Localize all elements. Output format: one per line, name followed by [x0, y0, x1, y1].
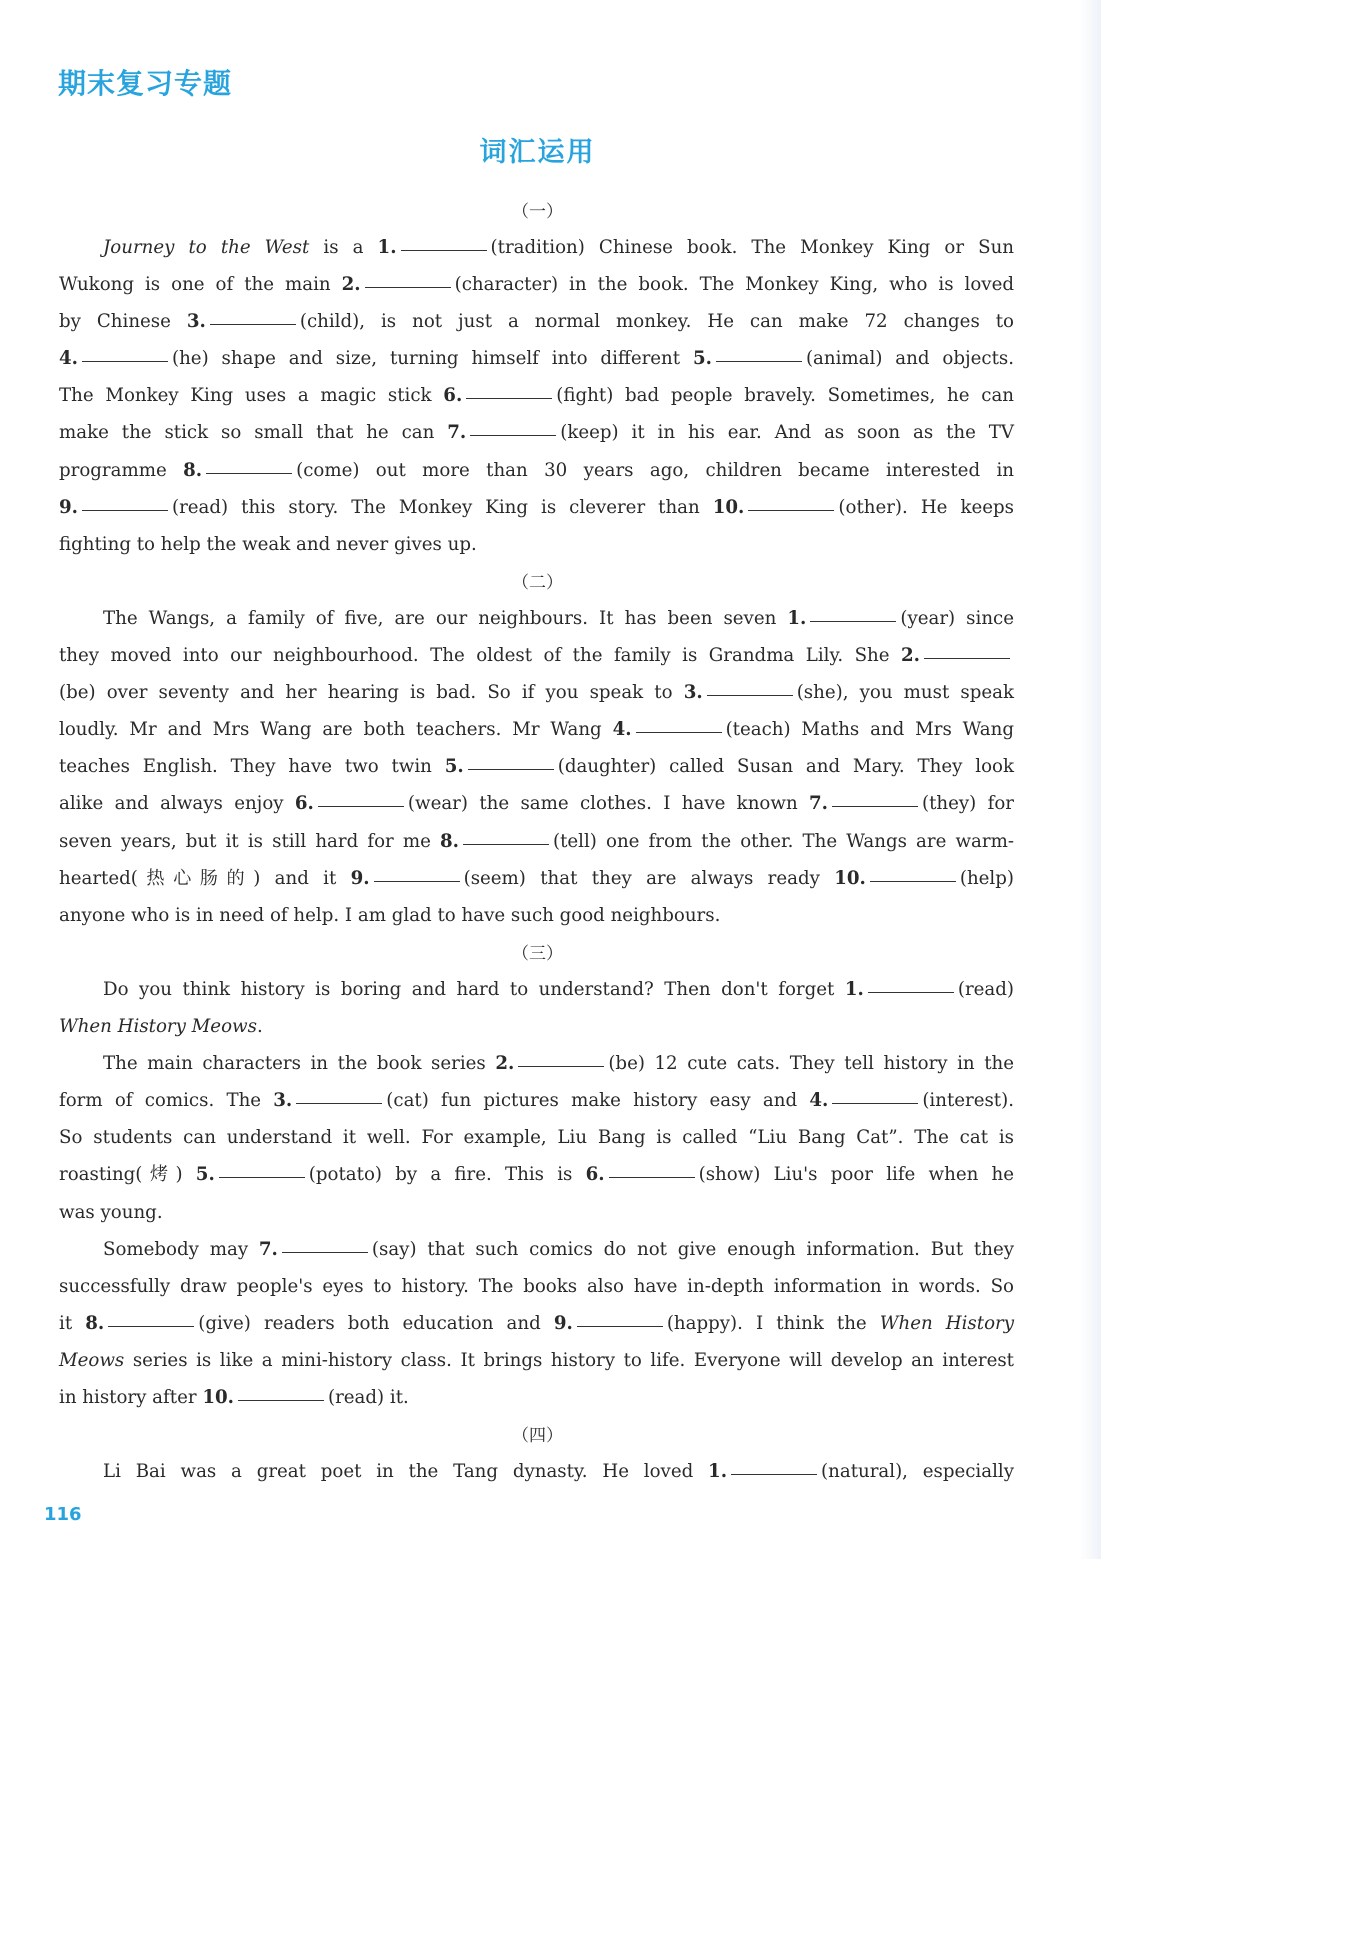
answer-blank[interactable]: [466, 397, 552, 399]
passage-line: make the stick so small that he can 7. (keep) it in his ear. And as soon as the TV: [59, 422, 1015, 444]
answer-blank[interactable]: [870, 880, 956, 882]
passage-line: The Monkey King uses a magic stick 6. (fight) bad people bravely. Sometimes, he can: [59, 385, 1014, 407]
answer-blank[interactable]: [518, 1065, 604, 1067]
answer-blank[interactable]: [609, 1176, 695, 1178]
answer-blank[interactable]: [238, 1399, 324, 1401]
passage-line: it 8. (give) readers both education and 9. (happy). I think the When History: [59, 1312, 1014, 1334]
passage-line: alike and always enjoy 6. (wear) the same clothes. I have known 7. (they) for: [59, 793, 1014, 815]
answer-blank[interactable]: [210, 323, 296, 325]
passage-1: [59, 229, 1014, 563]
page-number: 116: [44, 1504, 82, 1525]
passage-line: So students can understand it well. For example, Liu Bang is called “Liu Bang Cat”. The cat is: [59, 1127, 1014, 1149]
answer-blank[interactable]: [577, 1325, 663, 1327]
answer-blank[interactable]: [810, 620, 896, 622]
passage-line: Meows series is like a mini-history class. It brings history to life. Everyone will develop an interest: [59, 1349, 1014, 1371]
passage-line: successfully draw people's eyes to history. The books also have in-depth information in words. So: [59, 1275, 1014, 1297]
passage-line: by Chinese 3. (child), is not just a normal monkey. He can make 72 changes to: [59, 311, 1015, 333]
answer-blank[interactable]: [748, 509, 834, 511]
passage-line: programme 8. (come) out more than 30 years ago, children became interested in: [59, 459, 1014, 481]
passage-line: 9. (read) this story. The Monkey King is cleverer than 10. (other). He keeps: [59, 496, 1014, 518]
passage-line: Wukong is one of the main 2. (character) in the book. The Monkey King, who is loved: [59, 274, 1014, 296]
answer-blank[interactable]: [868, 991, 954, 993]
answer-blank[interactable]: [716, 360, 802, 362]
answer-blank[interactable]: [82, 360, 168, 362]
passage-line: in history after 10. (read) it.: [59, 1387, 409, 1409]
answer-blank[interactable]: [468, 768, 554, 770]
passage-line: seven years, but it is still hard for me 8. (tell) one from the other. The Wangs are warm-: [59, 830, 1014, 852]
section-heading-1: （一）: [512, 202, 563, 222]
passage-line: Do you think history is boring and hard to understand? Then don't forget 1. (read): [103, 979, 1014, 1000]
answer-blank[interactable]: [832, 1102, 918, 1104]
section-heading-3: （三）: [512, 944, 563, 964]
passage-line: roasting(烤) 5. (potato) by a fire. This is 6. (show) Liu's poor life when he: [59, 1164, 1014, 1186]
passage-line: Journey to the West is a 1. (tradition) Chinese book. The Monkey King or Sun: [103, 237, 1014, 258]
answer-blank[interactable]: [832, 805, 918, 807]
answer-blank[interactable]: [374, 880, 460, 882]
answer-blank[interactable]: [636, 731, 722, 733]
main-title: 词汇运用: [479, 137, 596, 168]
passage-line: anyone who is in need of help. I am glad to have such good neighbours.: [59, 904, 721, 926]
passage-3: [59, 971, 1014, 1416]
passage-line: The main characters in the book series 2. (be) 12 cute cats. They tell history in the: [103, 1053, 1014, 1075]
unit-title: 期末复习专题: [58, 67, 233, 100]
passage-line: loudly. Mr and Mrs Wang are both teachers. Mr Wang 4. (teach) Maths and Mrs Wang: [59, 719, 1014, 741]
answer-blank[interactable]: [731, 1473, 817, 1475]
page-edge-shade: [1079, 0, 1101, 1559]
passage-line: hearted(热心肠的) and it 9. (seem) that they are always ready 10. (help): [59, 867, 1014, 889]
answer-blank[interactable]: [924, 657, 1010, 659]
passage-line: teaches English. They have two twin 5. (daughter) called Susan and Mary. They look: [59, 756, 1015, 778]
passage-line: was young.: [59, 1201, 163, 1223]
answer-blank[interactable]: [296, 1102, 382, 1104]
answer-blank[interactable]: [401, 249, 487, 251]
passage-2: [59, 600, 1014, 934]
answer-blank[interactable]: [463, 843, 549, 845]
answer-blank[interactable]: [365, 286, 451, 288]
passage-line: (be) over seventy and her hearing is bad. So if you speak to 3. (she), you must speak: [59, 682, 1014, 704]
answer-blank[interactable]: [108, 1325, 194, 1327]
passage-line: 4. (he) shape and size, turning himself into different 5. (animal) and objects.: [59, 348, 1014, 370]
passage-4: [59, 1453, 1014, 1490]
passage-line: Somebody may 7. (say) that such comics do not give enough information. But they: [103, 1238, 1014, 1260]
answer-blank[interactable]: [82, 509, 168, 511]
passage-line: form of comics. The 3. (cat) fun pictures make history easy and 4. (interest).: [59, 1090, 1014, 1112]
section-heading-4: （四）: [512, 1426, 563, 1446]
passage-line: fighting to help the weak and never gives up.: [59, 533, 477, 555]
answer-blank[interactable]: [707, 694, 793, 696]
answer-blank[interactable]: [206, 472, 292, 474]
passage-line: Li Bai was a great poet in the Tang dynasty. He loved 1. (natural), especially: [103, 1461, 1015, 1482]
section-heading-2: （二）: [512, 573, 563, 593]
answer-blank[interactable]: [282, 1251, 368, 1253]
answer-blank[interactable]: [219, 1176, 305, 1178]
passage-line: When History Meows.: [59, 1016, 263, 1038]
passage-line: they moved into our neighbourhood. The oldest of the family is Grandma Lily. She 2.: [59, 637, 1014, 674]
answer-blank[interactable]: [470, 434, 556, 436]
passage-line: The Wangs, a family of five, are our neighbours. It has been seven 1. (year) since: [103, 608, 1014, 629]
answer-blank[interactable]: [318, 805, 404, 807]
